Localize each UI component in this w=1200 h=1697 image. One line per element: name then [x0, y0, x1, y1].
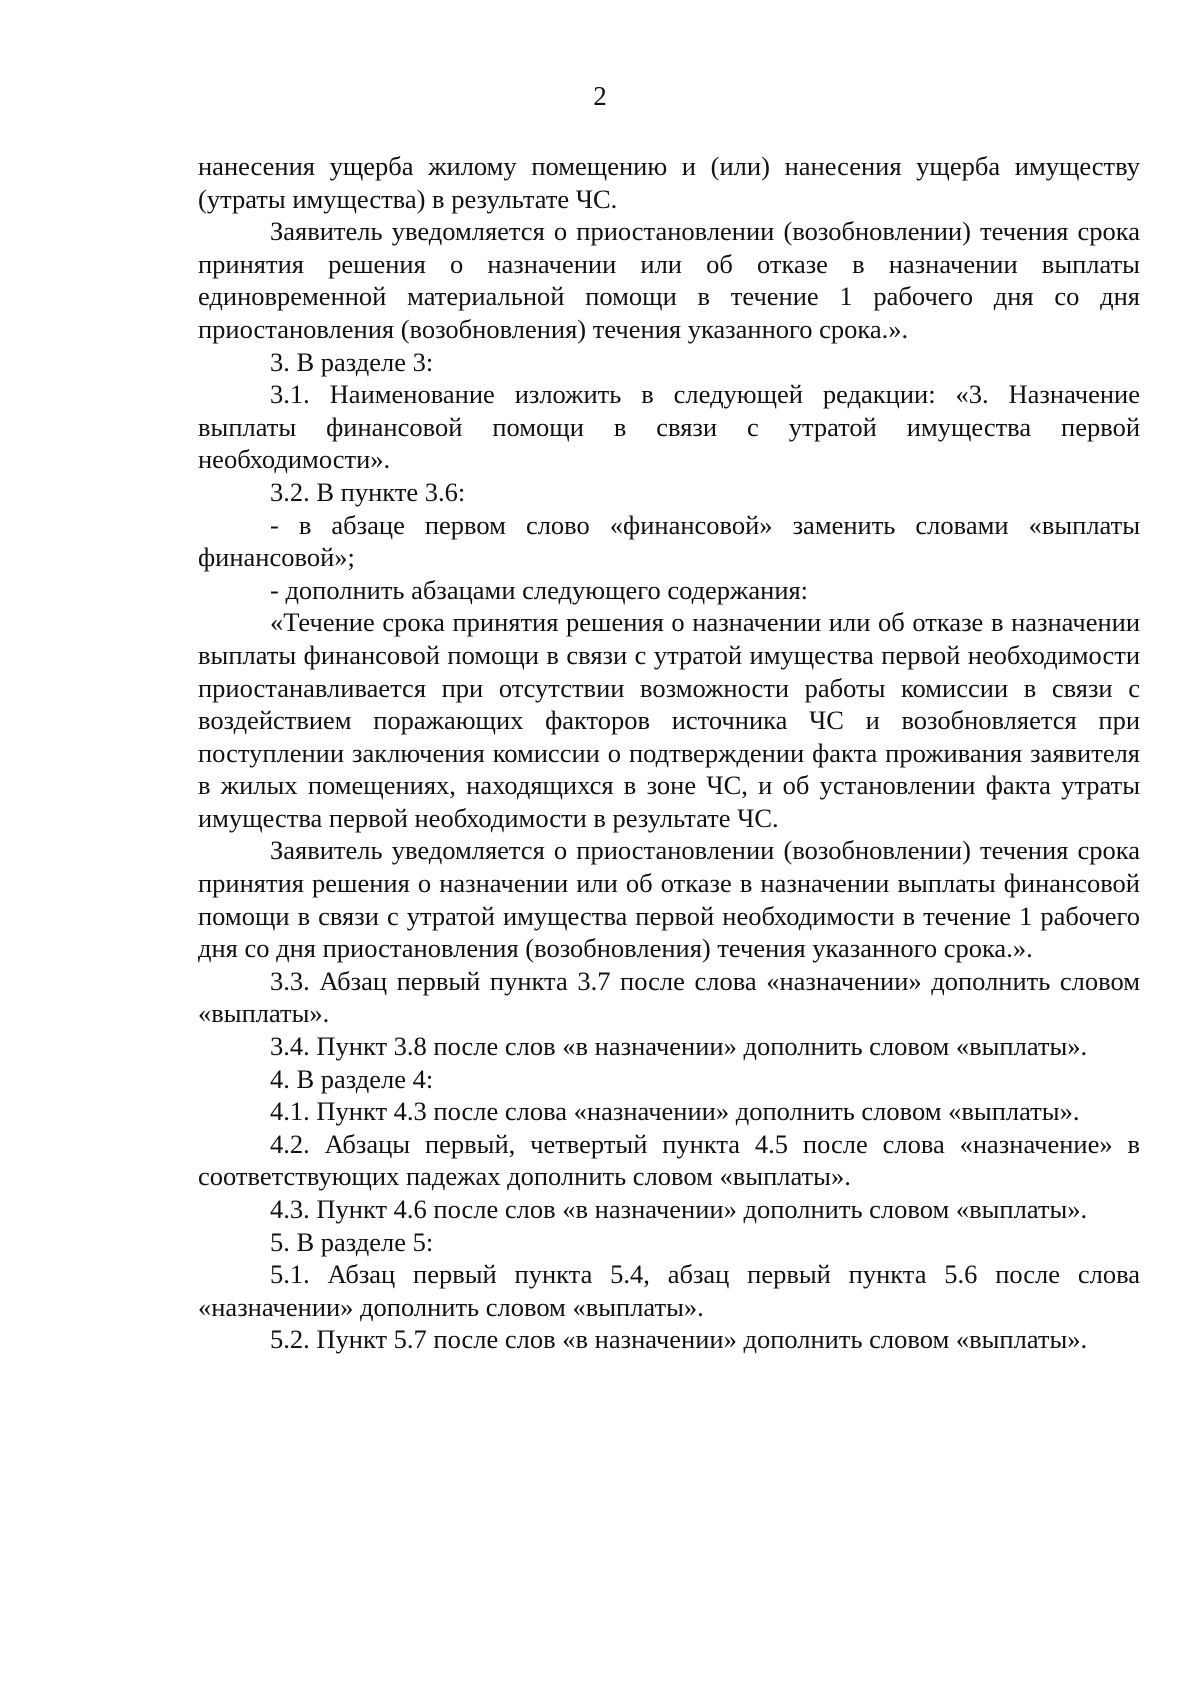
paragraph-4-1: 4.1. Пункт 4.3 после слова «назначении» дополнить словом «выплаты».: [270, 1096, 1080, 1127]
section-4-heading: 4. В разделе 4:: [270, 1063, 434, 1094]
paragraph-3-3: 3.3. Абзац первый пункта 3.7 после слова «назначении» дополнить словом «выплаты».: [198, 965, 1140, 1029]
paragraph-4-2: 4.2. Абзацы первый, четвертый пункта 4.5 после слова «назначение» в соответствующих падежах дополнить словом «выплаты».: [198, 1128, 1140, 1192]
paragraph-5-2: 5.2. Пункт 5.7 после слов «в назначении» дополнить словом «выплаты».: [270, 1324, 1088, 1355]
paragraph-notification-2: Заявитель уведомляется о приостановлении (возобновлении) течения срока принятия решения о назначении или об отказе в назначении выплаты финансовой помощи в связи с утратой имущества первой необходимости в течение 1 рабочего дня со дня приостановления (возобновления) течения указанного срока.».: [198, 835, 1140, 964]
paragraph-4-3: 4.3. Пункт 4.6 после слов «в назначении» дополнить словом «выплаты».: [270, 1194, 1088, 1224]
paragraph-3-1: 3.1. Наименование изложить в следующей редакции: «3. Назначение выплаты финансовой помощи в связи с утратой имущества первой необходимости».: [198, 379, 1140, 475]
list-item-add-paragraphs: - дополнить абзацами следующего содержания:: [270, 574, 809, 605]
paragraph-suspension-term: «Течение срока принятия решения о назначении или об отказе в назначении выплаты финансовой помощи в связи с утратой имущества первой необходимости приостанавливается при отсутствии возможности работы комиссии в связи с воздействием поражающих факторов источника ЧС и возобновляется при поступлении заключения комиссии о подтверждении факта проживания заявителя в жилых помещениях, находящихся в зоне ЧС, и об установлении факта утраты имущества первой необходимости в результате ЧС.: [198, 607, 1140, 833]
page-number: 2: [593, 81, 607, 111]
paragraph-3-2: 3.2. В пункте 3.6:: [270, 476, 466, 507]
paragraph-continuation: нанесения ущерба жилому помещению и (или) нанесения ущерба имуществу (утраты имущества) в результате ЧС.: [198, 151, 1140, 214]
paragraph-5-1: 5.1. Абзац первый пункта 5.4, абзац первый пункта 5.6 после слова «назначении» дополнить словом «выплаты».: [198, 1259, 1140, 1322]
section-5-heading: 5. В разделе 5:: [270, 1226, 434, 1257]
paragraph-3-4: 3.4. Пункт 3.8 после слов «в назначении» дополнить словом «выплаты».: [270, 1031, 1088, 1062]
list-item-replace-word: - в абзаце первом слово «финансовой» заменить словами «выплаты финансовой»;: [198, 509, 1140, 573]
document-body: [198, 150, 1140, 1356]
section-3-heading: 3. В разделе 3:: [270, 346, 434, 377]
paragraph-notification-1: Заявитель уведомляется о приостановлении (возобновлении) течения срока принятия решения о назначении или об отказе в назначении выплаты единовременной материальной помощи в течение 1 рабочего дня со дня приостановления (возобновления) течения указанного срока.».: [198, 216, 1140, 344]
